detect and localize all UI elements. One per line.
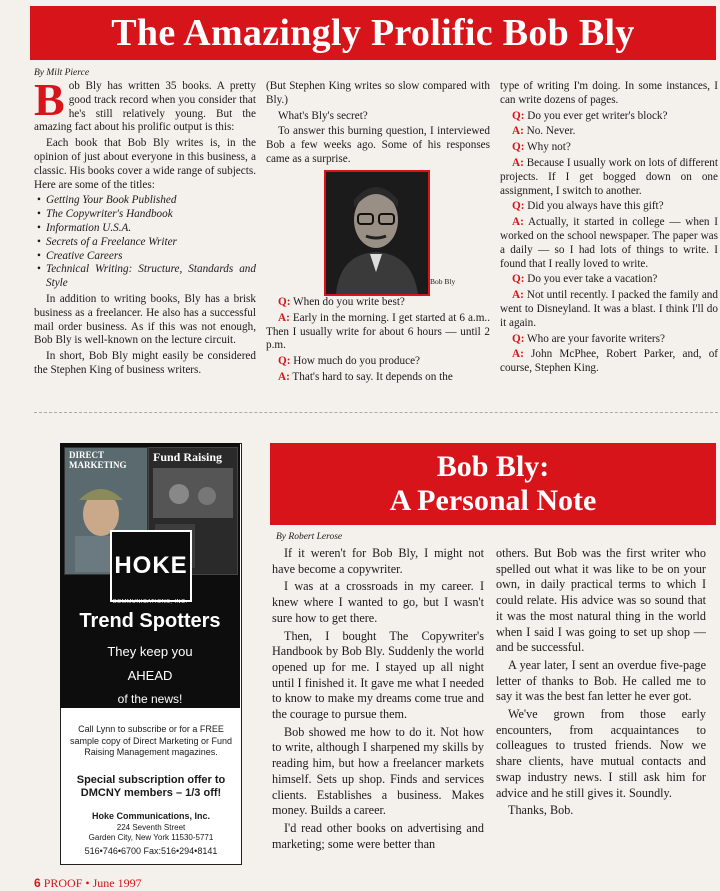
personal-note-column-2 [496, 546, 706, 821]
qa-item: Q: Why not? [512, 141, 571, 154]
author-photo [324, 170, 430, 296]
paragraph: We've grown from those early encounters, from acquaintances to colleagues to trusted friends. Now we share clients, have mutual contacts and swap industry news. I still ask him for advice and he still gives it. Soundly. [496, 707, 706, 800]
article-column-1 [34, 74, 256, 380]
qa-item: Q: Do you ever take a vacation? [512, 273, 658, 286]
qa-column-3 [500, 80, 718, 378]
paragraph: I'd read other books on advertising and marketing; some were better than [272, 820, 484, 851]
paragraph: Thanks, Bob. [508, 803, 574, 818]
ad-tagline-2: AHEAD [127, 668, 173, 683]
article-title-banner [30, 6, 716, 60]
qa-item: Q: Who are your favorite writers? [512, 332, 665, 345]
qa-item: Q: How much do you produce? [278, 355, 420, 368]
article-column-2 [266, 80, 490, 169]
drop-cap: B [34, 74, 65, 125]
qa-item: Q: Do you ever get writer's block? [512, 109, 668, 122]
personal-note-column-1 [272, 546, 484, 854]
publication-name: PROOF • June 1997 [43, 876, 142, 890]
qa-item: A: That's hard to say. It depends on the [278, 370, 453, 383]
list-item: • Getting Your Book Published [46, 194, 256, 208]
paragraph: (But Stephen King writes so slow compared with Bly.) [266, 80, 490, 106]
ad-phone: 516•746•6700 Fax:516•294•8141 [84, 846, 218, 856]
qa-item: A: No. Never. [512, 125, 576, 138]
qa-item: Q: When do you write best? [278, 296, 405, 308]
paragraph: Each book that Bob Bly writes is, in the opinion of just about everyone in this business, a classic. His books cover a wide range of subjects. Here are some of the titles: [34, 137, 256, 191]
intro-paragraph: Bob Bly has written 35 books. A pretty good track record when you consider that he's still relatively young. But the amazing fact about his prolific output is this: [34, 74, 256, 134]
qa-item: A: John McPhee, Robert Parker, and, of course, Stephen King. [500, 348, 719, 375]
qa-item: Q: Did you always have this gift? [512, 200, 664, 213]
ad-company-name: Hoke Communications, Inc. [91, 811, 211, 821]
list-item: • Technical Writing: Structure, Standards and Style [46, 263, 256, 291]
ad-call-text: Call Lynn to subscribe or for a FREE sample copy of Direct Marketing or Fund Raising Management magazines. [69, 724, 233, 757]
paragraph: Bob showed me how to do it. Not how to write, although I sharpened my skills by reading him, but how a freelancer markets himself. Sets up shop. Finds and services clients. Establishes a business. Makes money. Builds a career. [272, 724, 484, 818]
qa-item: A: Early in the morning. I get started at 6 a.m.. Then I usually write for about 6 hours — until 2 p.m. [266, 311, 490, 352]
portrait-image [326, 172, 428, 294]
ad-address-line-2: Garden City, New York 11530-5771 [88, 833, 214, 842]
personal-note-banner [270, 443, 716, 525]
paragraph: If it weren't for Bob Bly, I might not have become a copywriter. [272, 546, 484, 576]
paragraph: In short, Bob Bly might easily be considered the Stephen King of business writers. [34, 350, 256, 376]
paragraph: A year later, I sent an overdue five-page letter of thanks to Bob. He called me to say it was the best fan letter he ever got. [496, 657, 706, 704]
list-item: • Information U.S.A. [46, 222, 256, 236]
page-number: 6 [34, 876, 41, 890]
article-byline: By Milt Pierce [34, 68, 90, 78]
article-title: The Amazingly Prolific Bob Bly [111, 12, 635, 54]
personal-note-byline: By Robert Lerose [276, 532, 343, 542]
paragraph: type of writing I'm doing. In some instances, I can write dozens of pages. [500, 80, 718, 106]
photo-caption: Bob Bly [430, 277, 456, 286]
ad-tagline-3: of the news! [117, 692, 183, 706]
qa-column-2 [266, 296, 490, 387]
ad-tagline-1: They keep you [107, 644, 193, 659]
qa-item: A: Actually, it started in college — when I worked on the school newspaper. The paper was a daily — so I had lots of things to write. I found that I really loved to write. [500, 216, 718, 270]
paragraph: What's Bly's secret? [278, 109, 368, 122]
ad-address-line-1: 224 Seventh Street [116, 823, 186, 832]
qa-item: A: Not until recently. I packed the family and went to Disneyland. It was a blast. I think I'll do it again. [500, 289, 718, 329]
ad-offer-text: Special subscription offer to DMCNY members – 1/3 off! [76, 774, 226, 799]
qa-item: A: Because I usually work on lots of different projects. If I get bogged down on one assignment, I switch to another. [500, 156, 719, 197]
magazine-cover-fund-raising: Fund Raising [148, 447, 238, 575]
book-list [34, 194, 256, 291]
list-item: • Creative Careers [46, 250, 256, 264]
personal-note-title-line-2: A Personal Note [389, 484, 597, 517]
personal-note-title-line-1: Bob Bly: [436, 450, 550, 483]
ad-headline: Trend Spotters [79, 610, 221, 632]
paragraph: Then, I bought The Copywriter's Handbook by Bob Bly. Suddenly the world opened up for me. I stayed up all night until I finished it. It gave me what I needed to know to make my dreams come true and the courage to pursue them. [272, 628, 484, 722]
list-item: • Secrets of a Freelance Writer [46, 236, 256, 250]
paragraph: I was at a crossroads in my career. I knew where I wanted to go, but I wasn't sure how to get there. [272, 579, 484, 625]
hoke-logo-subtitle: COMMUNICATIONS, INC. [112, 599, 188, 605]
magazine-cover-direct-marketing: DIRECT MARKETING [64, 447, 148, 575]
list-item: • The Copywriter's Handbook [46, 208, 256, 222]
paragraph: To answer this burning question, I interviewed Bob a few weeks ago. Some of his responses came as a surprise. [266, 125, 490, 165]
section-divider [34, 412, 718, 413]
paragraph: others. But Bob was the first writer who spelled out what it was like to be on your own, in daily practical terms to which I could relate. His advice was so sound that it was the most natural thing in the world when I said I was going to set up shop — and be successful. [496, 546, 706, 655]
hoke-logo: HOKE [110, 530, 192, 602]
paragraph: In addition to writing books, Bly has a brisk business as a freelancer. He also has a successful mail order business. As if this was not enough, Bob Bly is well-known on the lecture circuit. [34, 292, 256, 347]
page-footer [34, 876, 142, 891]
